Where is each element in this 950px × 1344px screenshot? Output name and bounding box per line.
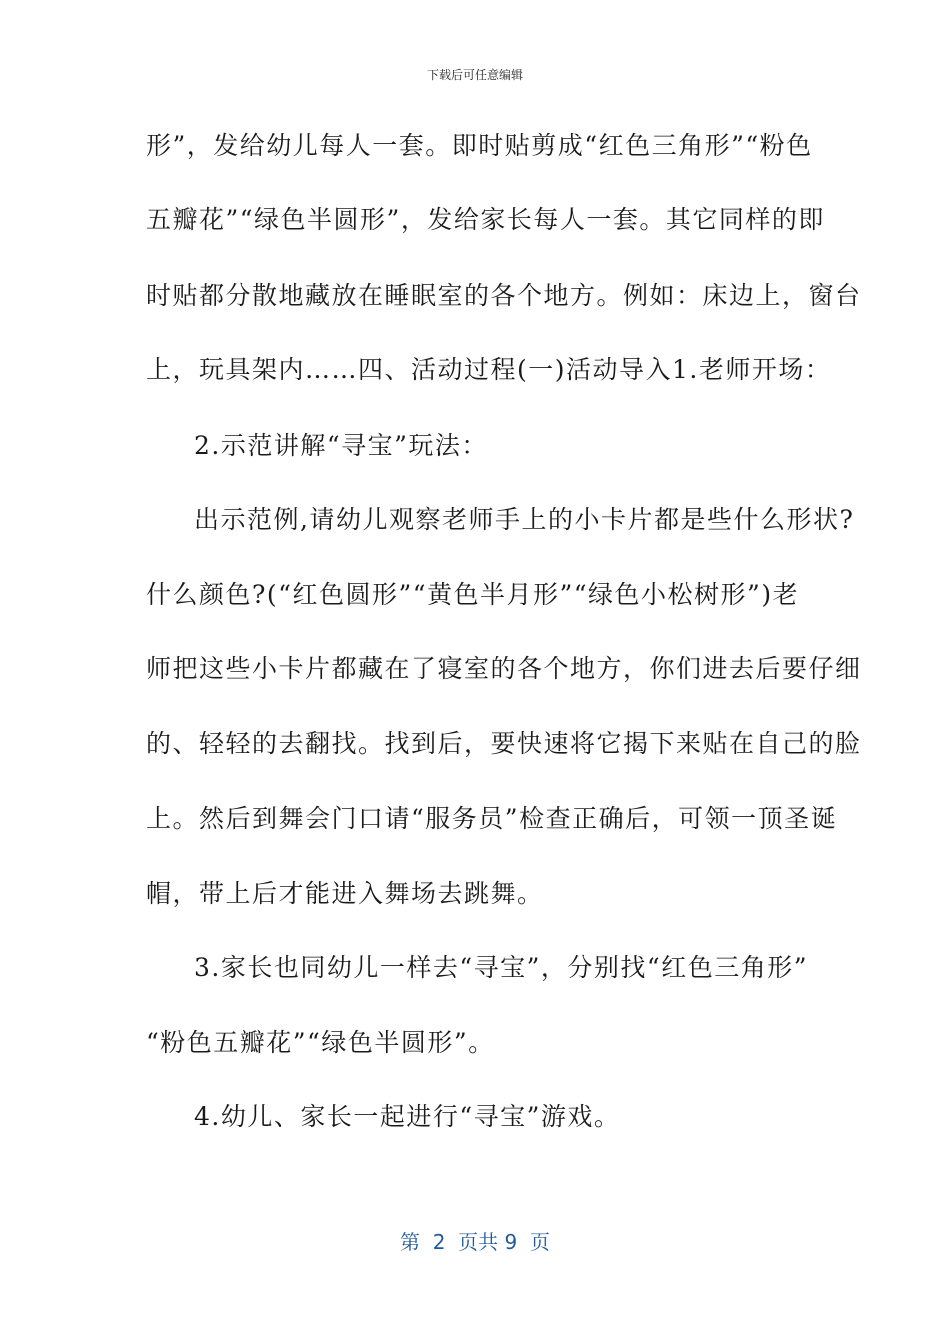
body-line-10: 上。然后到舞会门口请“服务员”检查正确后，可领一顶圣诞 xyxy=(146,804,838,833)
body-line-4: 上，玩具架内……四、活动过程(一)活动导入1.老师开场： xyxy=(146,355,832,384)
body-line-12: 3.家长也同幼儿一样去“寻宝”，分别找“红色三角形” xyxy=(194,953,808,982)
body-line-3: 时贴都分散地藏放在睡眠室的各个地方。例如：床边上，窗台 xyxy=(146,281,862,310)
body-line-2: 五瓣花”“绿色半圆形”，发给家长每人一套。其它同样的即 xyxy=(146,205,825,234)
page-number-footer: 第 2 页共 9 页 xyxy=(400,1230,550,1254)
body-line-1: 形”，发给幼儿每人一套。即时贴剪成“红色三角形”“粉色 xyxy=(146,131,813,160)
page-header: 下载后可任意编辑 xyxy=(426,68,523,82)
body-line-11: 帽，带上后才能进入舞场去跳舞。 xyxy=(146,879,544,908)
body-line-8: 师把这些小卡片都藏在了寝室的各个地方，你们进去后要仔细 xyxy=(146,654,862,683)
body-line-7: 什么颜色?(“红色圆形”“黄色半月形”“绿色小松树形”)老 xyxy=(146,580,800,609)
body-line-14: 4.幼儿、家长一起进行“寻宝”游戏。 xyxy=(194,1102,621,1131)
body-line-5: 2.示范讲解“寻宝”玩法： xyxy=(194,431,488,460)
body-line-6: 出示范例,请幼儿观察老师手上的小卡片都是些什么形状? xyxy=(194,505,855,534)
body-line-9: 的、轻轻的去翻找。找到后，要快速将它揭下来贴在自己的脸 xyxy=(146,729,862,758)
body-line-13: “粉色五瓣花”“绿色半圆形”。 xyxy=(146,1028,495,1057)
